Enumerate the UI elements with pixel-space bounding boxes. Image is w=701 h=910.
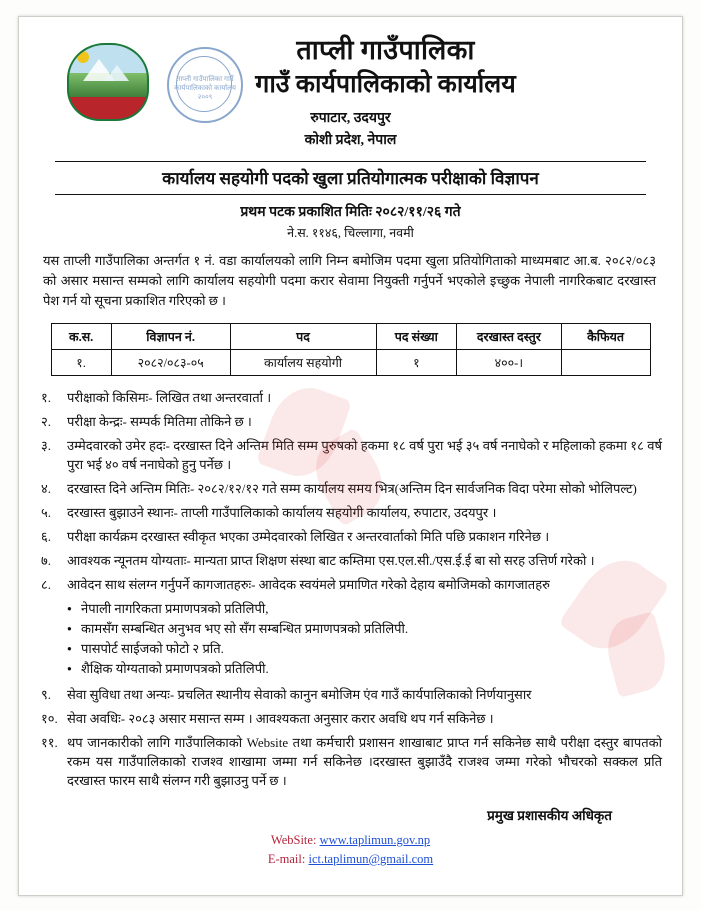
list-item — [41, 479, 662, 498]
list-item — [41, 388, 662, 407]
email-label: E-mail: — [267, 852, 306, 866]
list-item: ● शैक्षिक योग्यताको प्रमाणपत्रको प्रतिलिपी. — [67, 659, 682, 679]
document-footer — [19, 831, 682, 869]
table-header-cell: दरखास्त दस्तुर — [457, 324, 561, 350]
list-item-text: उम्मेदवारको उमेर हदः- दरखास्त दिने अन्तिम मिति सम्म पुरुषको हकमा १८ वर्ष पुरा भई ३५ वर्ष ननाघेको र महिलाको हकमा १८ वर्ष पुरा भई ४० वर्ष ननाघेको हुनु पर्नेछ । — [67, 438, 662, 472]
website-line — [19, 831, 682, 850]
list-item — [41, 503, 662, 522]
list-item-text: परीक्षा केन्द्रः- सम्पर्क मितिमा तोकिने छ । — [67, 414, 252, 429]
list-item-text: सेवा अवधिः- २०८३ असार मसान्त सम्म । आवश्यकता अनुसार करार अवधि थप गर्न सकिनेछ । — [67, 711, 494, 726]
list-item-number: ६. — [41, 529, 52, 544]
list-item: ● नेपाली नागरिकता प्रमाणपत्रको प्रतिलिपी, — [67, 599, 682, 619]
table-header-cell: पद — [230, 324, 376, 350]
organization-office: गाउँ कार्यपालिकाको कार्यालय — [255, 71, 516, 98]
email-link[interactable]: ict.taplimun@gmail.com — [308, 852, 434, 866]
list-item-number: ५. — [41, 505, 52, 520]
table-cell-remarks — [561, 350, 650, 376]
website-label: WebSite: — [270, 833, 317, 847]
table-header-row — [51, 324, 650, 350]
email-line — [19, 850, 682, 869]
organization-name: ताप्ली गाउँपालिका — [296, 35, 475, 65]
table-cell-adv-no: २०८२/०८३-०५ — [111, 350, 230, 376]
publication-date: प्रथम पटक प्रकाशित मितिः २०८२/११/२६ गते — [240, 205, 461, 220]
notice-title: कार्यालय सहयोगी पदको खुला प्रतियोगात्मक परीक्षाको विज्ञापन — [55, 161, 646, 195]
table-header-cell: विज्ञापन नं. — [111, 324, 230, 350]
table-cell-fee: ४००-। — [457, 350, 561, 376]
list-item: ● पासपोर्ट साईजको फोटो २ प्रति. — [67, 639, 682, 659]
list-item — [41, 527, 662, 546]
table-header-cell: कैफियत — [561, 324, 650, 350]
list-item-number: १०. — [41, 711, 58, 726]
table-header-cell: क.स. — [51, 324, 111, 350]
list-item: ● कामसँग सम्बन्धित अनुभव भए सो सँग सम्बन्धित प्रमाणपत्रको प्रतिलिपी. — [67, 619, 682, 639]
list-item-number: २. — [41, 414, 52, 429]
list-item — [41, 551, 662, 570]
list-item-number: ११. — [41, 735, 58, 750]
notice-conditions-list — [41, 388, 662, 594]
list-item-text: परीक्षा कार्यक्रम दरखास्त स्वीकृत भएका उम्मेदवारको लिखित र अन्तरवार्ताको मिति पछि प्रकाशन गरिनेछ । — [67, 529, 550, 544]
list-item-number: ७. — [41, 553, 52, 568]
seal-label: ताप्ली गाउँपालिका गाउँ कार्यपालिकाको कार्यालय २००९ — [174, 76, 236, 101]
list-item — [41, 436, 662, 474]
list-item — [41, 733, 662, 790]
list-item-number: ४. — [41, 481, 52, 496]
list-item-number: ९. — [41, 687, 52, 702]
list-item — [41, 575, 662, 594]
letterhead — [19, 17, 682, 151]
list-item — [41, 709, 662, 728]
list-item-text: आवेदन साथ संलग्न गर्नुपर्ने कागजातहरुः- आवेदक स्वयंमले प्रमाणित गरेको देहाय बमोजिमको कागजातहरु — [67, 577, 550, 592]
list-item-text: सेवा सुविधा तथा अन्यः- प्रचलित स्थानीय सेवाको कानुन बमोजिम एंव गाउँ कार्यपालिकाको निर्णयानुसार — [67, 687, 532, 702]
organization-address-1: रुपाटार, उदयपुर — [310, 111, 391, 126]
vacancy-table — [51, 323, 651, 376]
intro-paragraph: यस ताप्ली गाउँपालिका अन्तर्गत १ नं. वडा कार्यालयको लागि निम्न बमोजिम पदमा खुला प्रतियोगिताको माध्यमबाट आ.ब. २०८२/०८३ को असार मसान्त सम्मको लागि कार्यालय सहयोगी पदमा करार सेवामा नियुक्ती गर्नुपर्ने भएकोले इच्छुक नेपाली नागरिकबाट दरखास्त पेश गर्न यो सूचना प्रकाशित गरिएको छ । — [43, 253, 656, 308]
organization-address-2: कोशी प्रदेश, नेपाल — [304, 133, 397, 148]
list-item-text: थप जानकारीको लागि गाउँपालिकाको Website तथा कर्मचारी प्रशासन शाखाबाट प्राप्त गर्न सकिनेछ साथै परीक्षा दस्तुर बापतको रकम यस गाउँपालिकाको राजश्व शाखामा जम्मा गर्न सकिनेछ ।दरखास्त बुझाउँदै राजश्व जम्मा गरेको भौचरको सक्कल प्रति दरखास्त फारम साथै संलग्न गरी बुझाउनु पर्ने छ । — [67, 735, 662, 788]
list-item-text: दरखास्त बुझाउने स्थानः- ताप्ली गाउँपालिकाको कार्यालय सहयोगी कार्यालय, रुपाटार, उदयपुर । — [67, 505, 497, 520]
notice-sheet — [18, 16, 683, 896]
table-header-cell: पद संख्या — [376, 324, 457, 350]
table-row — [51, 350, 650, 376]
official-seal-icon — [167, 47, 243, 123]
publication-date-alt: ने.स. ११४६, चिल्लागा, नवमी — [287, 226, 414, 240]
signatory-title: प्रमुख प्रशासकीय अधिकृत — [487, 808, 612, 823]
municipality-emblem-icon — [67, 43, 147, 119]
list-item — [41, 685, 662, 704]
list-item-number: १. — [41, 390, 52, 405]
website-link[interactable]: www.taplimun.gov.np — [319, 833, 431, 847]
notice-conditions-list-continued — [41, 685, 662, 790]
list-item-text: दरखास्त दिने अन्तिम मितिः- २०८२/१२/१२ गते सम्म कार्यालय समय भित्र(अन्तिम दिन सार्वजनिक विदा परेमा सोको भोलिपल्ट) — [67, 481, 637, 496]
table-cell-post: कार्यालय सहयोगी — [230, 350, 376, 376]
list-item — [41, 412, 662, 431]
list-item-text: आवश्यक न्यूनतम योग्यताः- मान्यता प्राप्त शिक्षण संस्था बाट कम्तिमा एस.एल.सी./एस.ई.ई बा सो सरह उत्तिर्ण गरेको । — [67, 553, 595, 568]
list-item-number: ८. — [41, 577, 52, 592]
table-cell-sn: १. — [51, 350, 111, 376]
list-item-number: ३. — [41, 438, 52, 453]
required-documents-list — [67, 599, 682, 679]
list-item-text: परीक्षाको किसिमः- लिखित तथा अन्तरवार्ता । — [67, 390, 272, 405]
table-cell-count: १ — [376, 350, 457, 376]
